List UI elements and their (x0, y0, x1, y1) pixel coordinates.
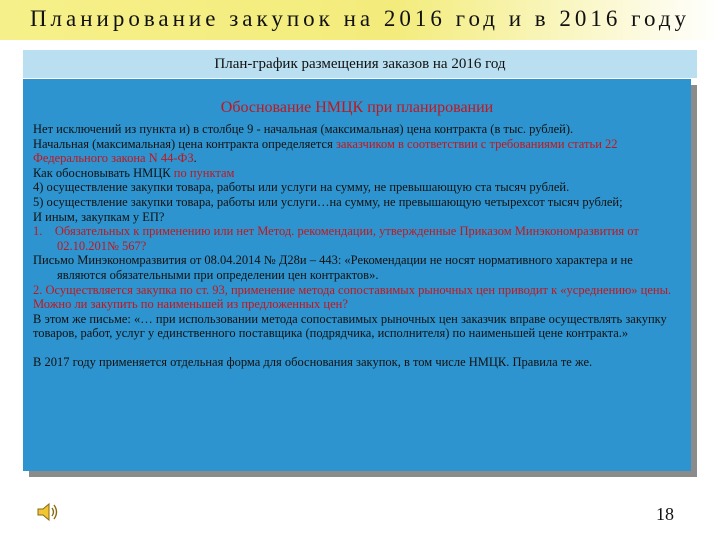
paragraph-3-highlight: по пунктам (173, 165, 235, 180)
paragraph-4: 4) осуществление закупки товара, работы или услуги на сумму, не превышающую ста тысяч рублей. (33, 180, 570, 195)
paragraph-3 (33, 166, 685, 181)
paragraph-7 (33, 224, 685, 253)
paragraph-2-text: Начальная (максимальная) цена контракта определяется (33, 136, 336, 151)
slide-subtitle: План-график размещения заказов на 2016 год (214, 56, 506, 72)
paragraph-11: В 2017 году применяется отдельная форма для обоснования закупок, в том числе НМЦК. Правила те же. (33, 354, 593, 369)
slide-title: Планирование закупок на 2016 год и в 2016 году (29, 6, 691, 31)
paragraph-2 (33, 137, 685, 166)
page-number: 18 (656, 504, 674, 524)
content-panel (23, 79, 691, 471)
paragraph-6: И иным, закупкам у ЕП? (33, 209, 165, 224)
paragraph-10: В этом же письме: «… при использовании метода сопоставимых рыночных цен заказчик вправе осуществлять закупку товаров, работ, услуг у единственного поставщика (подрядчика, исполнителя) по наименьшей цене контракта.» (33, 311, 667, 341)
paragraph-7-number: 1. (33, 224, 43, 239)
paragraph-2-highlight: заказчиком в соответствии с требованиями статьи 22 Федерального закона N 44-ФЗ (33, 136, 618, 166)
paragraph-gap (33, 341, 685, 355)
paragraph-5: 5) осуществление закупки товара, работы или услуги…на сумму, не превышающую четырехсот тысяч рублей; (33, 194, 623, 209)
panel-title: Обоснование НМЦК при планировании (220, 99, 494, 116)
paragraph-1: Нет исключений из пункта и) в столбце 9 - начальная (максимальная) цена контракта (в тыс. рублей). (33, 122, 574, 136)
subtitle-box (23, 50, 697, 78)
paragraph-3-text: Как обосновывать НМЦК (33, 165, 174, 180)
paragraph-2-end: . (193, 151, 197, 166)
speaker-icon[interactable] (35, 500, 61, 524)
paragraph-7-text: Обязательных к применению или нет Метод. рекомендации, утвержденные Приказом Минэкономразвития от 02.10.201№ 567? (54, 224, 639, 253)
panel-body (33, 122, 685, 370)
paragraph-8: Письмо Минэкономразвития от 08.04.2014 № Д28и – 443: «Рекомендации не носят нормативного характера и не являются обязательными при определении цен контрактов». (33, 253, 633, 282)
paragraph-9: 2. Осуществляется закупка по ст. 93, применение метода сопоставимых рыночных цен приводит к «усреднению» цены. Можно ли закупить по наименьшей из предложенных цен? (33, 282, 672, 312)
